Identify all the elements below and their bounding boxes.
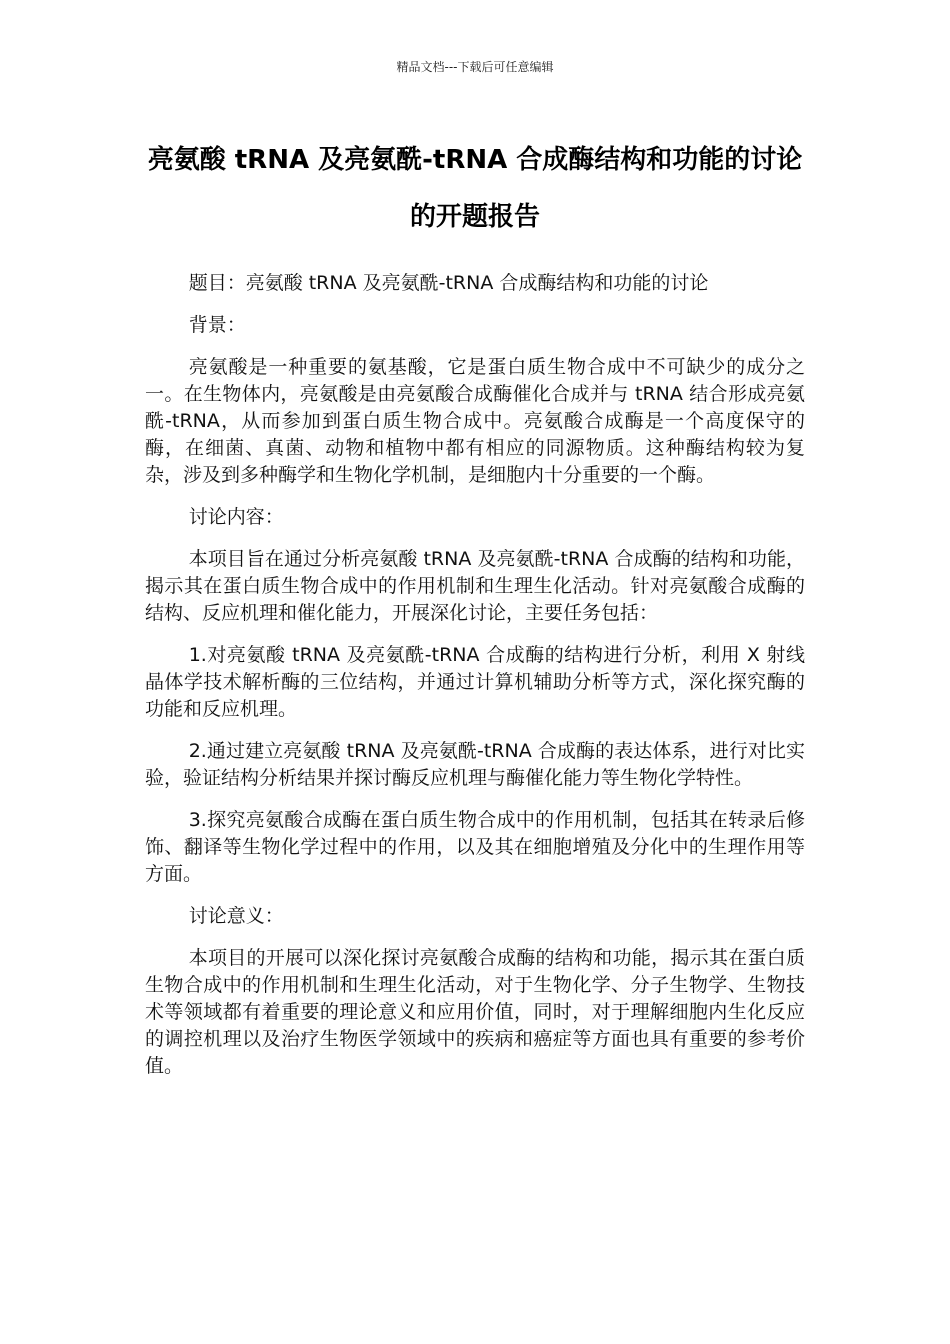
significance-paragraph: 本项目的开展可以深化探讨亮氨酸合成酶的结构和功能，揭示其在蛋白质生物合成中的作用机制和生理生化活动，对于生物化学、分子生物学、生物技术等领域都有着重要的理论意义和应用价值，同时，对于理解细胞内生化反应的调控机理以及治疗生物医学领域中的疾病和癌症等方面也具有重要的参考价值。	[145, 947, 805, 1077]
significance-label: 讨论意义：	[188, 905, 284, 927]
task-item-3: 3.探究亮氨酸合成酶在蛋白质生物合成中的作用机制，包括其在转录后修饰、翻译等生物化学过程中的作用，以及其在细胞增殖及分化中的生理作用等方面。	[145, 809, 805, 885]
background-paragraph: 亮氨酸是一种重要的氨基酸，它是蛋白质生物合成中不可缺少的成分之一。在生物体内，亮氨酸是由亮氨酸合成酶催化合成并与 tRNA 结合形成亮氨酰-tRNA，从而参加到蛋白质生物合成中。亮氨酸合成酶是一个高度保守的酶，在细菌、真菌、动物和植物中都有相应的同源物质。这种酶结构较为复杂，涉及到多种酶学和生物化学机制，是细胞内十分重要的一个酶。	[145, 356, 805, 486]
task-item-2: 2.通过建立亮氨酸 tRNA 及亮氨酰-tRNA 合成酶的表达体系，进行对比实验，验证结构分析结果并探讨酶反应机理与酶催化能力等生物化学特性。	[145, 740, 805, 789]
header-note: 精品文档---下载后可任意编辑	[396, 60, 554, 74]
task-item-1: 1.对亮氨酸 tRNA 及亮氨酰-tRNA 合成酶的结构进行分析，利用 X 射线晶体学技术解析酶的三位结构，并通过计算机辅助分析等方式，深化探究酶的功能和反应机理。	[145, 644, 805, 720]
topic-line: 题目：亮氨酸 tRNA 及亮氨酰-tRNA 合成酶结构和功能的讨论	[188, 272, 709, 294]
background-label: 背景：	[188, 314, 246, 336]
content-intro-paragraph: 本项目旨在通过分析亮氨酸 tRNA 及亮氨酰-tRNA 合成酶的结构和功能，揭示其在蛋白质生物合成中的作用机制和生理生化活动。针对亮氨酸合成酶的结构、反应机理和催化能力，开展深化讨论，主要任务包括：	[145, 548, 805, 624]
content-label: 讨论内容：	[188, 506, 284, 528]
document-body	[145, 270, 805, 1095]
document-title: 亮氨酸 tRNA 及亮氨酰-tRNA 合成酶结构和功能的讨论的开题报告	[147, 145, 803, 232]
